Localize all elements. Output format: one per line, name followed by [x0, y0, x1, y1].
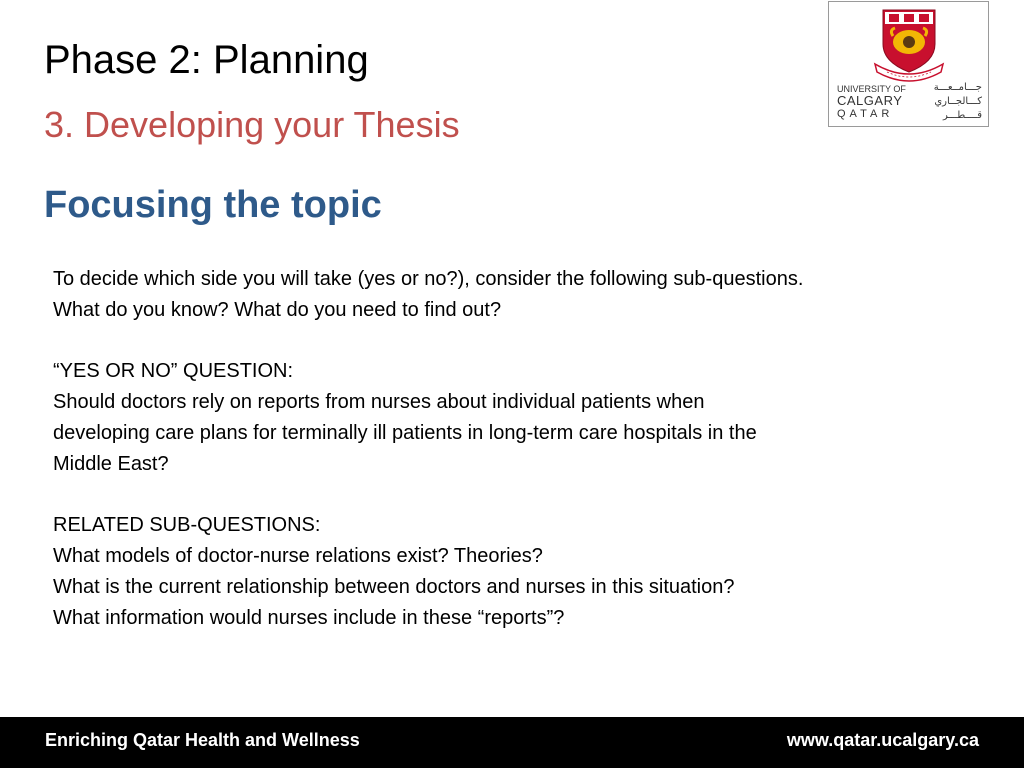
- section-title: 3. Developing your Thesis: [44, 104, 460, 145]
- phase-title: Phase 2: Planning: [44, 38, 369, 82]
- yes-no-question-line: Should doctors rely on reports from nurses about individual patients when: [53, 391, 705, 414]
- crest-icon: [829, 2, 990, 82]
- slide-body: [53, 264, 993, 634]
- logo-calgary: CALGARY: [837, 93, 903, 108]
- related-question: What models of doctor-nurse relations exist? Theories?: [53, 545, 543, 568]
- footer-tagline: Enriching Qatar Health and Wellness: [45, 730, 360, 750]
- logo-arabic-line-3: قــــطـــر: [942, 110, 982, 121]
- logo-arabic-line-1: جـــامــعـــة: [933, 82, 982, 93]
- footer-bar: [0, 717, 1024, 768]
- footer-url: www.qatar.ucalgary.ca: [786, 730, 979, 750]
- yes-no-heading: “YES OR NO” QUESTION:: [53, 360, 294, 383]
- related-question: What is the current relationship between doctors and nurses in this situation?: [53, 575, 735, 598]
- spacer: [53, 326, 993, 357]
- related-heading: RELATED SUB-QUESTIONS:: [53, 514, 321, 537]
- logo-arabic-line-2: كـــالجــاري: [934, 96, 982, 107]
- yes-no-question-line: developing care plans for terminally ill patients in long-term care hospitals in the: [53, 421, 757, 444]
- logo-qatar: QATAR: [837, 108, 894, 120]
- spacer: [53, 480, 993, 511]
- related-question: What information would nurses include in these “reports”?: [53, 606, 565, 629]
- intro-line: To decide which side you will take (yes or no?), consider the following sub-questions.: [53, 268, 804, 290]
- topic-title: Focusing the topic: [44, 184, 382, 226]
- yes-no-question-line: Middle East?: [53, 452, 169, 475]
- logo-university-of: UNIVERSITY OF: [837, 84, 906, 94]
- intro-line: What do you know? What do you need to find out?: [53, 298, 502, 321]
- university-logo: [828, 1, 989, 127]
